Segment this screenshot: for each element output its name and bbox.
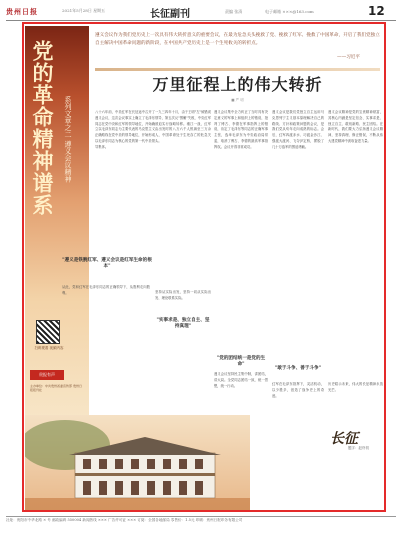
footer-divider: [6, 516, 396, 517]
column-text: 一九三四年十月，由于王明"左"倾错误领导，第五次反"围剿"失败，中央红军被迫实行战略转移。湘江一战，红军由出发时的八万六千人锐减至三万余人，中国革命处于生死存亡的危急关头。: [155, 110, 211, 143]
intro-attribution: ——习近平: [337, 55, 360, 60]
column-text: 从此，党和红军在毛泽东同志的正确领导下，从胜利走向胜利。: [62, 285, 150, 295]
column-text: 遵义会议坚持民主集中制，讲团结，讲大局。全党同志团结一致，统一思想，统一行动。: [214, 372, 268, 388]
column-text: 坚持从实际出发，坚持一切从实际出发、理论联系实际。: [155, 290, 211, 300]
issue-date: 2021年5月28日 星期五: [62, 8, 106, 13]
header-divider: [6, 20, 396, 21]
contact-email: 电子邮箱 ×××@163.com: [265, 9, 314, 14]
article-headline: 万里征程上的伟大转折: [152, 75, 323, 94]
editor-credit: 责编 张清: [225, 9, 243, 14]
audio-badge[interactable]: 贵报有声: [30, 370, 64, 380]
column-text: 遵义会议精神是党的宝贵精神财富，其核心内涵是坚定信念、实事求是、独立自主、敢闯新路、民主团结。在新时代，我们要大力弘扬遵义会议精神，坚持真理、修正错误，不断从伟大建党精神中汲取奋进力量。: [328, 110, 383, 143]
article-subheading: "党的团结统一是党的生命": [216, 356, 266, 367]
intro-quote: 遵义会议作为我们党历史上一次具有伟大转折意义的重要会议，在最为危急关头挽救了党、挽救了红军、挽救了中国革命，开启了我们党独立自主解决中国革命问题的新阶段，在中国共产党历史上是一个生死攸关的转折点。: [95, 33, 380, 46]
section-title: 长征副刊: [150, 9, 190, 20]
column-text: 八十六年前，中央红军在长征途中召开了遵义会议，这次会议事实上确立了毛泽东同志在党中央和红军的领导地位，开始确立以毛泽东同志为主要代表的马克思主义正确路线在党中央的领导地位，开始形成以毛泽东同志为核心的党的第一代中央领导集体。: [95, 110, 155, 149]
column-text: 红军在毛泽东指挥下，灵活机动，以少胜多，创造了战争史上的奇迹。: [272, 382, 324, 398]
series-title: 党的革命精神谱系: [30, 40, 55, 216]
series-subtitle: 系列文章之二 遵义会议精神: [64, 96, 72, 183]
page-number: 12: [368, 4, 385, 18]
article-byline: ■ 严 明: [231, 98, 244, 102]
qr-caption: 扫码观看 视频内容: [34, 346, 64, 350]
article-subheading: "遵义是铁腕红军、遵义会议是红军生命的根本": [62, 258, 152, 269]
calligraphy-caption: 题字：赵朴初: [348, 446, 369, 450]
calligraphy-signature: 长征: [330, 431, 358, 447]
article-subheading: "实事求是、独立自主、坚持真理": [156, 318, 210, 329]
column-text: 遵义会议集中全力纠正了当时具有决定意义的军事上和组织上的错误，批判了博古、李德在军事指挥上的错误，肯定了毛泽东等同志的正确军事主张，选举毛泽东为中央政治局常委，取消了博古、李德的最高军事指挥权。会议开得非常成功。: [214, 110, 268, 149]
sponsor-note: 主办单位：中共贵州省委宣传部 贵州日报报刊社: [30, 384, 82, 392]
article-subheading: "敢于斗争、善于斗争": [274, 366, 322, 371]
content-frame: [22, 22, 386, 512]
column-text: 历史昭示未来，伟大的长征精神永放光芒。: [328, 382, 383, 392]
column-text: 遵义会议是我们党独立自主运用马克思列宁主义基本原理解决自己的路线、方针和政策问题的会议，是我们党从幼年走向成熟的标志。会后，红军四渡赤水、巧渡金沙江、强渡大渡河、飞夺泸定桥，摆脱了几十万敌军的围追堵截。: [272, 110, 324, 149]
masthead-logo: 贵州日报: [6, 7, 38, 16]
footer-info: 社址：贵阳市中华北路 × 号 邮政编码 550004 新闻热线 ××× 广告许可证 ××× 订阅：全国各地邮局 零售价：1.5元 印刷：贵州日报印务有限公司: [6, 518, 243, 522]
